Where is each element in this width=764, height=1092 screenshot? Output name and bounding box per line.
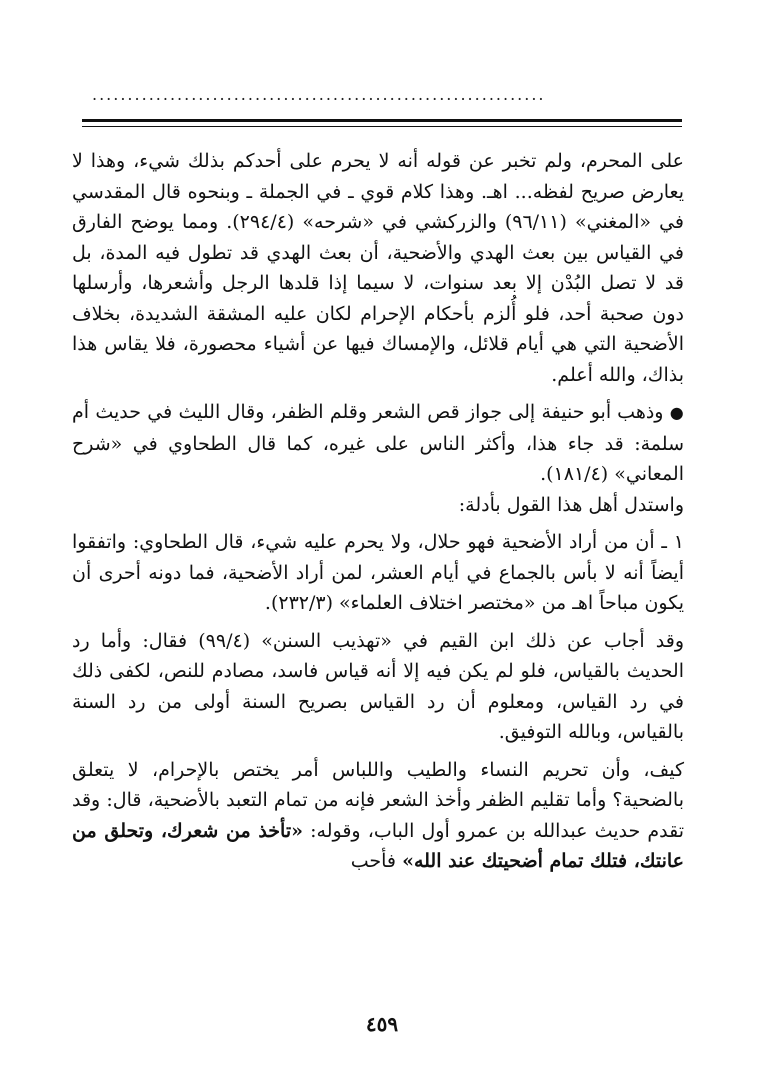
paragraph-6 [72, 755, 684, 877]
header-rule-thin [82, 126, 682, 127]
paragraph-4: ١ ـ أن من أراد الأضحية فهو حلال، ولا يحرم عليه شيء، قال الطحاوي: واتفقوا أيضاً أنه لا بأس بالجماع في أيام العشر، لمن أراد الأضحية، فما دونه أحرى أن يكون مباحاً اهـ من «مختصر اختلاف العلماء» (٢٣٢/٣). [72, 531, 684, 614]
bullet-icon: ● [669, 403, 684, 422]
paragraph-2-text: وذهب أبو حنيفة إلى جواز قص الشعر وقلم الظفر، وقال الليث في حديث أم سلمة: قد جاء هذا، وأكثر الناس على غيره، كما قال الطحاوي في «شرح المعاني» (١٨١/٤). [72, 401, 684, 485]
paragraph-6-text: كيف، وأن تحريم النساء والطيب واللباس أمر يختص بالإحرام، لا يتعلق بالضحية؟ وأما تقليم الظفر وأخذ الشعر فإنه من تمام التعبد بالأضحية، قال: وقد تقدم حديث عبدالله بن عمرو أول الباب، وقوله: [72, 758, 685, 842]
paragraph-2 [72, 397, 684, 490]
header-rule-thick [82, 119, 682, 122]
page-number: ٤٥٩ [365, 1012, 399, 1036]
paragraph-6-tail: فأحب [350, 850, 397, 872]
page-body [72, 146, 684, 877]
hadith-quote: «تأخذ من شعرك، وتحلق من عانتك، فتلك تمام أضحيتك عند الله» [72, 819, 684, 872]
header-dotted-line: ................................................................ [92, 85, 546, 104]
paragraph-5: وقد أجاب عن ذلك ابن القيم في «تهذيب السنن» (٩٩/٤) فقال: وأما رد الحديث بالقياس، فلو لم يكن فيه إلا أنه قياس فاسد، مصادم للنص، لكفى ذلك في رد القياس، ومعلوم أن رد القياس بصريح السنة أولى من رد السنة بالقياس، وبالله التوفيق. [72, 629, 684, 743]
paragraph-1: على المحرم، ولم تخبر عن قوله أنه لا يحرم على أحدكم بذلك شيء، وهذا لا يعارض صريح لفظه... اهـ. وهذا كلام قوي ـ في الجملة ـ وبنحوه قال المقدسي في «المغني» (٩٦/١١) والزركشي في «شرحه» (٢٩٤/٤). ومما يوضح الفارق في القياس بين بعث الهدي والأضحية، أن بعث الهدي قد تطول فيه المدة، بل قد لا تصل البُدْن إلا بعد سنوات، لا سيما إذا قلدها الرجل وأشعرها، وأرسلها دون صحبة أحد، فلو أُلزم بأحكام الإحرام لكان عليه المشقة الشديدة، بخلاف الأضحية التي هي أيام قلائل، والإمساك فيها عن أشياء محصورة، فلا يقاس هذا بذاك، والله أعلم. [72, 150, 684, 386]
paragraph-3: واستدل أهل هذا القول بأدلة: [458, 493, 684, 516]
